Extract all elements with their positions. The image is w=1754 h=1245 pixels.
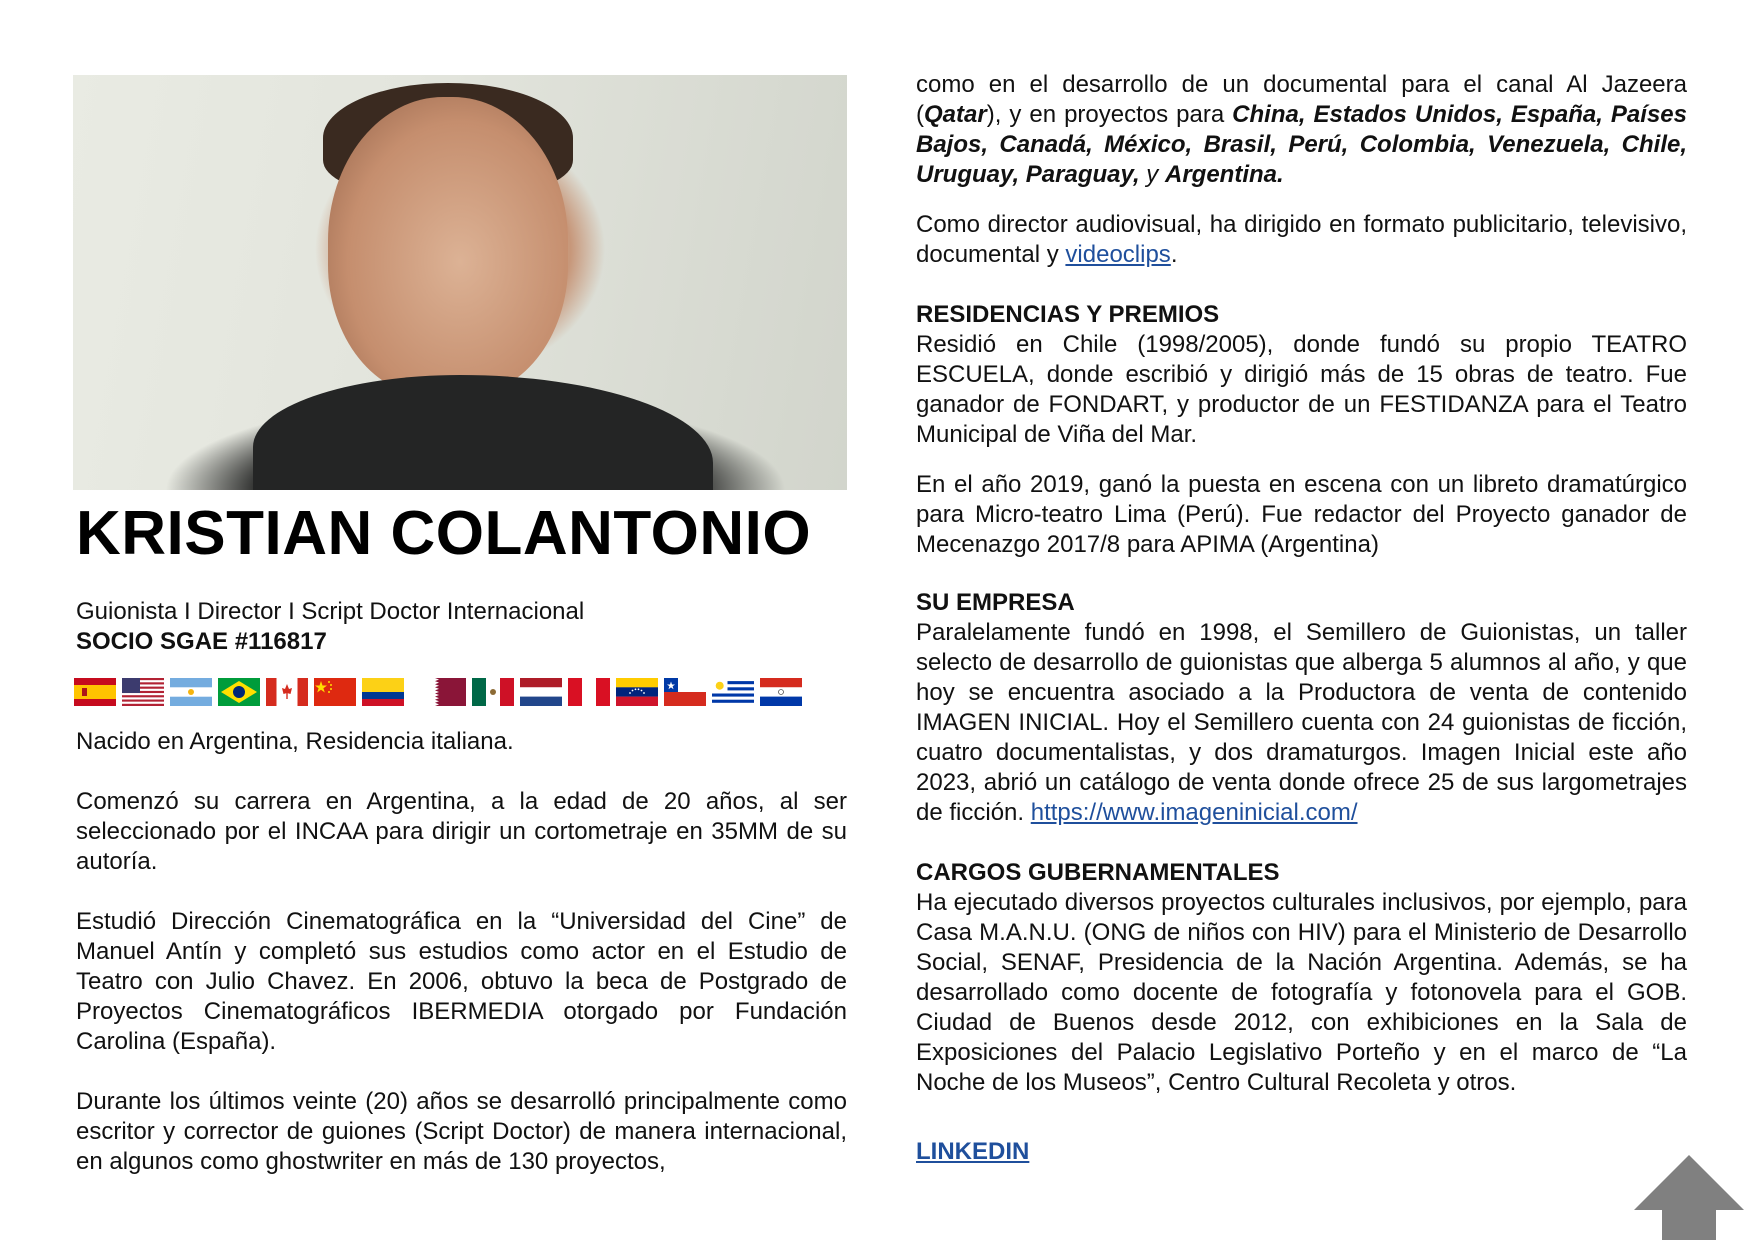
venezuela-flag	[616, 678, 658, 706]
studies-paragraph: Estudió Dirección Cinematográfica en la “Universidad del Cine” de Manuel Antín y completó sus estudios como actor en el Estudio de Teatro con Julio Chavez. En 2006, obtuvo la beca de Postgrado de Proyectos Cinematográficos IBERMEDIA otorgado por Fundación Carolina (España).	[76, 908, 847, 1055]
cargos-heading: CARGOS GUBERNAMENTALES	[916, 859, 1280, 886]
uruguay-flag	[712, 678, 754, 706]
awards-2019-paragraph: En el año 2019, ganó la puesta en escena con un libreto dramatúrgico para Micro-teatro Lima (Perú). Fue redactor del Proyecto ganador de Mecenazgo 2017/8 para APIMA (Argentina)	[916, 471, 1687, 558]
international-projects-paragraph: como en el desarrollo de un documental para el canal Al Jazeera (Qatar), y en proyectos para China, Estados Unidos, España, Países Bajos, Canadá, México, Brasil, Perú, Colombia, Venezuela, Chile, Uruguay, Paraguay, y Argentina.	[916, 71, 1687, 188]
brazil-flag	[218, 678, 260, 706]
chile-flag	[664, 678, 706, 706]
mexico-flag	[472, 678, 514, 706]
linkedin-link[interactable]: LINKEDIN	[916, 1138, 1030, 1165]
paraguay-flag	[760, 678, 802, 706]
colombia-flag	[362, 678, 404, 706]
roles-line: Guionista I Director I Script Doctor Internacional	[76, 598, 585, 625]
imageninicial-link[interactable]: https://www.imageninicial.com/	[1030, 799, 1358, 826]
qatar-flag	[424, 678, 466, 706]
residencias-heading: RESIDENCIAS Y PREMIOS	[916, 301, 1220, 328]
usa-flag	[122, 678, 164, 706]
sgae-membership: SOCIO SGAE #116817	[76, 628, 327, 655]
profile-photo	[73, 75, 847, 490]
script-doctor-paragraph: Durante los últimos veinte (20) años se desarrolló principalmente como escritor y corrector de guiones (Script Doctor) de manera internacional, en algunos como ghostwriter en más de 130 proyectos,	[76, 1088, 847, 1175]
empresa-heading: SU EMPRESA	[916, 589, 1075, 616]
qatar-emphasis: Qatar	[924, 101, 987, 128]
director-paragraph: Como director audiovisual, ha dirigido en formato publicitario, televisivo, documental y videoclips.	[916, 211, 1687, 268]
videoclips-link[interactable]: videoclips	[1065, 241, 1171, 268]
empresa-paragraph: Paralelamente fundó en 1998, el Semillero de Guionistas, un taller selecto de desarrollo de guionistas que alberga 5 alumnos al año, y que hoy se encuentra asociado a la Productora de venta de contenido IMAGEN INICIAL. Hoy el Semillero cuenta con 24 guionistas de ficción, cuatro documentalistas, y dos dramaturgos. Imagen Inicial este año 2023, abrió un catálogo de venta donde ofrece 25 de sus largometrajes de ficción. https://www.imageninicial.com/	[916, 619, 1687, 826]
countries-emphasis: China, Estados Unidos, España, Países Bajos, Canadá, México, Brasil, Perú, Colombia, Venezuela, Chile, Uruguay, Paraguay,	[916, 101, 1687, 188]
cargos-paragraph: Ha ejecutado diversos proyectos culturales inclusivos, por ejemplo, para Casa M.A.N.U. (ONG de niños con HIV) para el Ministerio de Desarrollo Social, SENAF, Presidencia de la Nación Argentina. Además, se ha desarrollado como docente de fotografía y fotonovela para el GOB. Ciudad de Buenos desde 2012, con exhibiciones en la Sala de Exposiciones del Palacio Legislativo Porteño y en el marco de “La Noche de los Museos”, Centro Cultural Recoleta y otros.	[916, 889, 1687, 1096]
up-arrow-icon[interactable]	[1634, 1155, 1744, 1240]
argentina-flag	[170, 678, 212, 706]
peru-flag	[568, 678, 610, 706]
canada-flag	[266, 678, 308, 706]
career-start-paragraph: Comenzó su carrera en Argentina, a la edad de 20 años, al ser seleccionado por el INCAA para dirigir un cortometraje en 35MM de su autoría.	[76, 788, 847, 875]
residencias-paragraph: Residió en Chile (1998/2005), donde fundó su propio TEATRO ESCUELA, donde escribió y dirigió más de 15 obras de teatro. Fue ganador de FONDART, y productor de un FESTIDANZA para el Teatro Municipal de Viña del Mar.	[916, 331, 1687, 448]
spain-flag	[74, 678, 116, 706]
birth-paragraph: Nacido en Argentina, Residencia italiana.	[76, 728, 514, 755]
netherlands-flag	[520, 678, 562, 706]
person-name: KRISTIAN COLANTONIO	[76, 499, 812, 568]
china-flag	[314, 678, 356, 706]
